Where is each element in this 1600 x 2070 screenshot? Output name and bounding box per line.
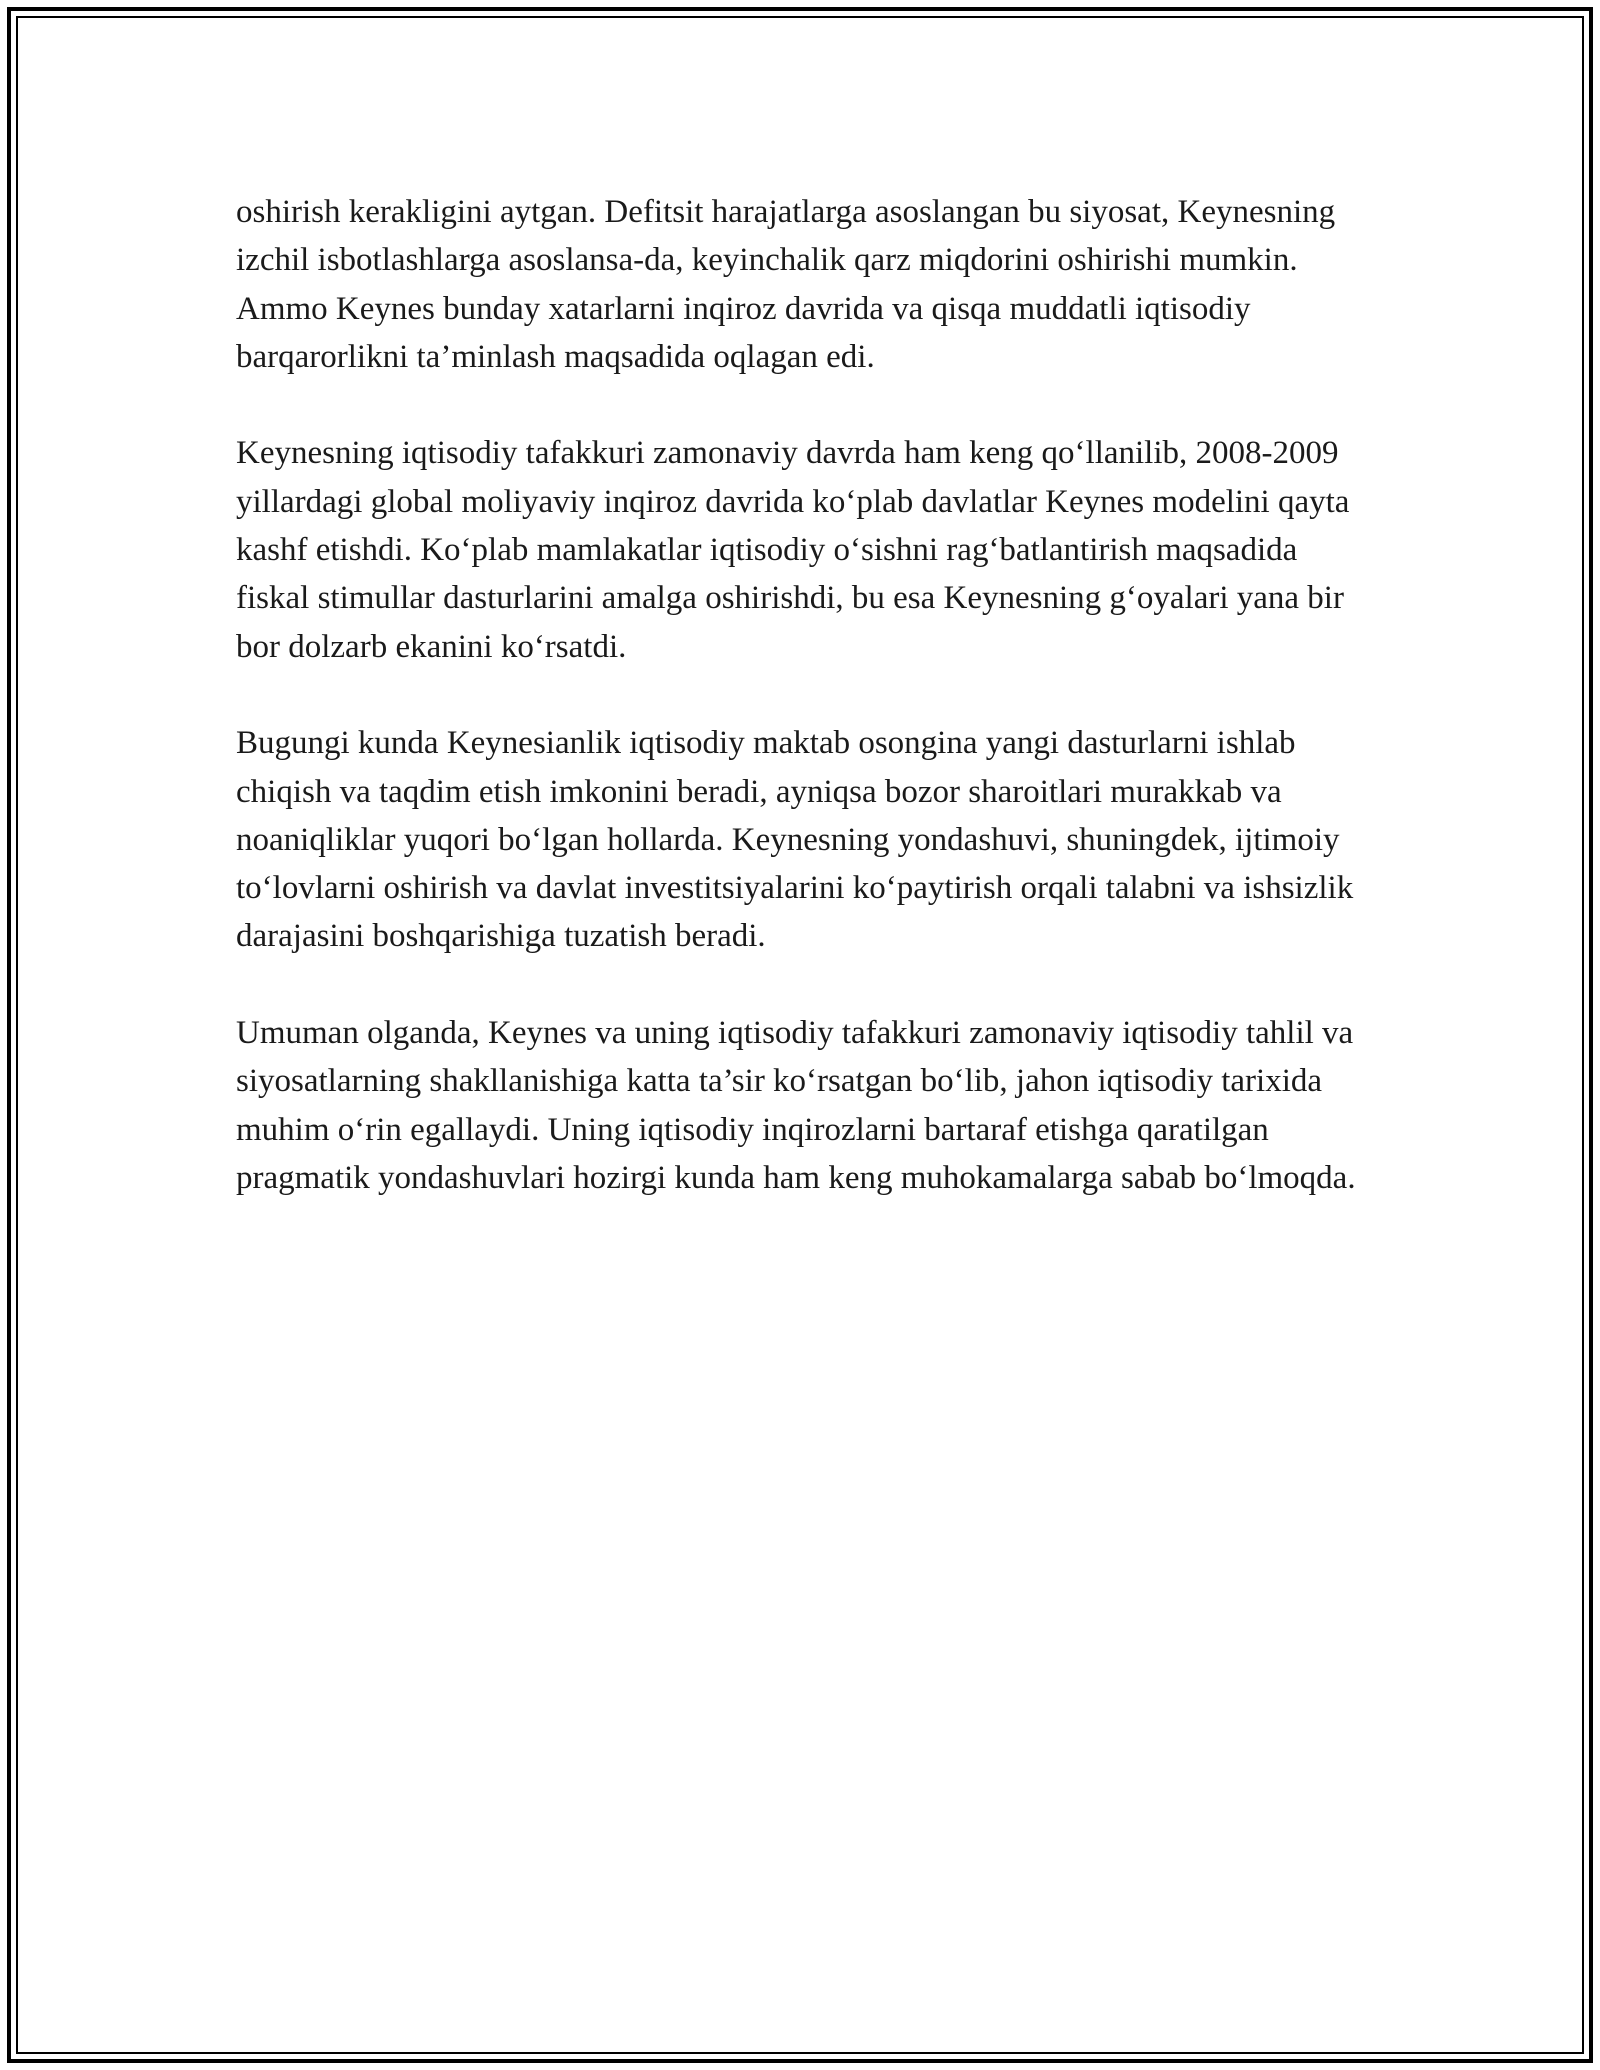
paragraph-2: Keynesning iqtisodiy tafakkuri zamonaviy davrda ham keng qo‘llanilib, 2008-2009 yillardagi global moliyaviy inqiroz davrida ko‘plab davlatlar Keynes modelini qayta kashf etishdi. Ko‘plab mamlakatlar iqtisodiy o‘sishni rag‘batlantirish maqsadida fiskal stimullar dasturlarini amalga oshirishdi, bu esa Keynesning g‘oyalari yana bir bor dolzarb ekanini ko‘rsatdi.: [236, 435, 1350, 665]
paragraph-1: oshirish kerakligini aytgan. Defitsit harajatlarga asoslangan bu siyosat, Keynesning izchil isbotlashlarga asoslansa-da, keyinchalik qarz miqdorini oshirishi mumkin. Ammo Keynes bunday xatarlarni inqiroz davrida va qisqa muddatli iqtisodiy barqarorlikni ta’minlash maqsadida oqlagan edi.: [236, 194, 1336, 375]
paragraph-3: Bugungi kunda Keynesianlik iqtisodiy maktab osongina yangi dasturlarni ishlab chiqish va taqdim etish imkonini beradi, ayniqsa bozor sharoitlari murakkab va noaniqliklar yuqori bo‘lgan hollarda. Keynesning yondashuvi, shuningdek, ijtimoiy to‘lovlarni oshirish va davlat investitsiyalarini ko‘paytirish orqali talabni va ishsizlik darajasini boshqarishiga tuzatish beradi.: [236, 725, 1354, 955]
document-body: [236, 188, 1376, 1202]
paragraph-4: Umuman olganda, Keynes va uning iqtisodiy tafakkuri zamonaviy iqtisodiy tahlil va siyosatlarning shakllanishiga katta ta’sir ko‘rsatgan bo‘lib, jahon iqtisodiy tarixida muhim o‘rin egallaydi. Uning iqtisodiy inqirozlarni bartaraf etishga qaratilgan pragmatik yondashuvlari hozirgi kunda ham keng muhokamalarga sabab bo‘lmoqda.: [236, 1015, 1356, 1196]
